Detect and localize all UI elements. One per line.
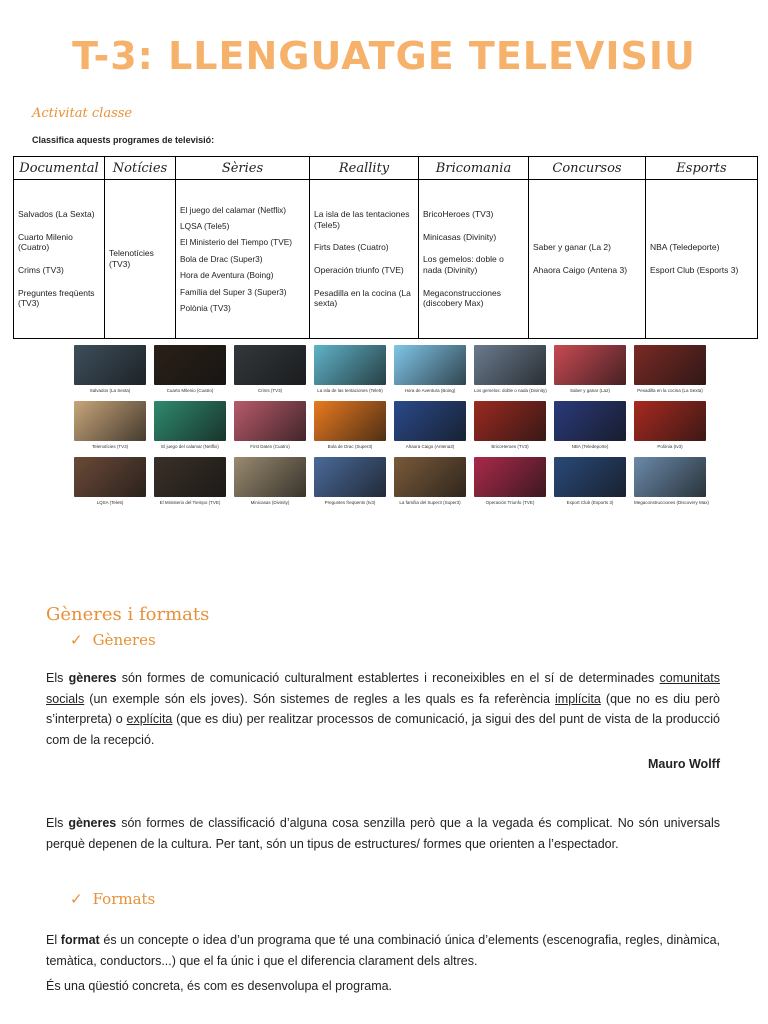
- table-header: Notícies: [105, 157, 176, 180]
- program-image: [314, 401, 386, 441]
- formats-heading-label: Formats: [92, 890, 156, 908]
- paragraph-generes-classification: [46, 813, 720, 854]
- list-item: Saber y ganar (La 2): [533, 242, 611, 253]
- table-cell: [14, 180, 105, 339]
- table-header: Reallity: [310, 157, 419, 180]
- generes-heading: [70, 631, 156, 649]
- programs-table: [13, 156, 758, 339]
- program-image: [314, 457, 386, 497]
- program-thumbnail: [634, 345, 706, 393]
- table-header: Esports: [646, 157, 758, 180]
- program-caption: Telenotícies (TV3): [91, 444, 129, 449]
- page-title: T-3: LLENGUATGE TELEVISIU: [72, 34, 696, 78]
- program-image: [74, 457, 146, 497]
- program-image: [554, 401, 626, 441]
- text: són formes de classificació d’alguna cosa senzilla però que a la vegada és complicat. No són universals perquè depenen de la cultura. Per tant, són un tipus de estructures/ formes que orienten a l’espectador.: [46, 816, 720, 851]
- program-image: [634, 457, 706, 497]
- text: (que es diu) per realitzar processos de comunicació, ja sigui des del punt de vista de la producció com de la recepció.: [46, 712, 720, 747]
- program-thumbnail: [634, 457, 710, 505]
- table-header: Documental: [14, 157, 105, 180]
- table-header: Concursos: [529, 157, 646, 180]
- table-row: [14, 180, 758, 339]
- list-item: BricoHeroes (TV3): [423, 209, 494, 220]
- program-thumbnail: [394, 457, 466, 505]
- program-thumbnail: [74, 401, 146, 449]
- program-caption: BricoHeroes (TV3): [491, 444, 529, 449]
- list-item: Família del Super 3 (Super3): [180, 286, 287, 297]
- table-header: Bricomania: [419, 157, 529, 180]
- program-thumbnail: [554, 457, 626, 505]
- underlined-term: explícita: [126, 712, 173, 726]
- program-caption: Cuarto Milenio (Cuatro): [166, 388, 214, 393]
- formats-heading: [70, 890, 155, 908]
- text: Els: [46, 816, 69, 830]
- program-caption: El Ministerio del Tiempo (TVE): [159, 500, 221, 505]
- text: són formes de comunicació culturalment establertes i reconeixibles en el sí de determinades: [116, 671, 660, 685]
- program-caption: La isla de las tentaciones (Tele5): [317, 388, 383, 393]
- program-image: [74, 345, 146, 385]
- table-cell: [105, 180, 176, 339]
- program-thumbnail: [314, 401, 386, 449]
- text: (que no es diu però s’interpreta) o: [46, 691, 720, 726]
- program-caption: Megaconstrucciones (Discovery Max): [634, 500, 710, 505]
- program-caption: LQSA (Tele5): [96, 500, 124, 505]
- program-image: [474, 457, 546, 497]
- table-header: Sèries: [176, 157, 310, 180]
- program-image: [634, 345, 706, 385]
- activity-label: Activitat classe: [32, 106, 133, 121]
- program-image: [554, 457, 626, 497]
- program-image: [314, 345, 386, 385]
- program-image: [234, 401, 306, 441]
- program-image: [234, 457, 306, 497]
- program-image: [394, 401, 466, 441]
- program-caption: Pesadilla en la cocina (La Sexta): [637, 388, 703, 393]
- program-caption: Esport Club (Esports 3): [566, 500, 614, 505]
- program-thumbnail: [394, 401, 466, 449]
- paragraph-format-definition: [46, 930, 720, 971]
- text: (un exemple són els joves). Són sistemes de regles a les quals es fa referència: [84, 691, 555, 706]
- program-thumbnail: [554, 345, 626, 393]
- list-item: Minicasas (Divinity): [423, 231, 497, 242]
- program-thumbnail: [634, 401, 706, 449]
- text: El: [46, 933, 61, 947]
- program-caption: Preguntes freqüents (tv3): [324, 500, 376, 505]
- program-caption: Ahaora Caigo (Antena3): [405, 444, 455, 449]
- instruction: Classifica aquests programes de televisió:: [32, 135, 215, 145]
- program-caption: Minicasas (Divinity): [250, 500, 290, 505]
- list-item: El Ministerio del Tiempo (TVE): [180, 237, 293, 248]
- table-cell: [176, 180, 310, 339]
- program-thumbnail: [154, 457, 226, 505]
- program-thumbnail: [314, 457, 386, 505]
- list-item: El juego del calamar (Netflix): [180, 204, 287, 215]
- list-item: Salvados (La Sexta): [18, 209, 95, 220]
- program-thumbnail: [154, 345, 226, 393]
- program-image: [154, 345, 226, 385]
- list-item: Operación triunfo (TVE): [314, 265, 404, 275]
- list-item: Cuarto Milenio (Cuatro): [18, 231, 73, 253]
- program-thumbnail: [474, 401, 546, 449]
- program-caption: Crims (TV3): [257, 388, 283, 393]
- program-image: [554, 345, 626, 385]
- program-thumbnail: [234, 345, 306, 393]
- program-image: [234, 345, 306, 385]
- quote-author: Mauro Wolff: [648, 757, 720, 771]
- program-thumbnail: [234, 457, 306, 505]
- program-thumbnail: [74, 457, 146, 505]
- program-caption: El juego del calamar (Netflix): [161, 444, 219, 449]
- checkmark-icon: ✓: [70, 631, 83, 649]
- underlined-term: comunitats socials: [46, 671, 720, 706]
- table-cell: [419, 180, 529, 339]
- list-item: Los gemelos: doble o nada (Divinity): [423, 254, 504, 275]
- program-caption: Bola de Drac (Super3): [327, 444, 373, 449]
- list-item: Megaconstrucciones (discobery Max): [423, 287, 501, 309]
- program-thumbnail: [154, 401, 226, 449]
- program-image: [474, 345, 546, 385]
- program-thumbnail: [474, 457, 546, 505]
- list-item: Esport Club (Esports 3): [650, 265, 739, 275]
- program-image: [74, 401, 146, 441]
- program-caption: Salvados (La Sexta): [89, 388, 131, 393]
- text: és un concepte o idea d’un programa que té una combinació única d’elements (escenografia, regles, dinàmica, temàtica, conductors...) que el fa únic i que el diferencia clarament dels altres.: [46, 933, 720, 968]
- emphasis: gèneres: [68, 671, 117, 685]
- paragraph-format-summary: És una qüestió concreta, és com es desenvolupa el programa.: [46, 979, 393, 993]
- list-item: Preguntes freqüents (TV3): [18, 287, 95, 309]
- table-cell: [646, 180, 758, 339]
- list-item: Hora de Aventura (Boing): [180, 270, 274, 281]
- program-caption: Polònia (tv3): [657, 444, 683, 449]
- program-thumbnail: [74, 345, 146, 393]
- program-thumbnail: [474, 345, 546, 393]
- paragraph-generes-definition: [46, 668, 720, 750]
- table-header-row: [14, 157, 758, 180]
- program-caption: La família del Super3 (Super3): [399, 500, 461, 505]
- program-caption: Operación Triunfo (TVE): [485, 500, 535, 505]
- list-item: LQSA (Tele5): [180, 221, 230, 232]
- table-cell: [310, 180, 419, 339]
- program-caption: Saber y ganar (La2): [569, 388, 611, 393]
- program-caption: First Dates (Cuatro): [250, 444, 290, 449]
- program-image-gallery: [74, 345, 714, 513]
- program-caption: Hora de Aventura (Boing): [404, 388, 456, 393]
- table-cell: [529, 180, 646, 339]
- program-image: [474, 401, 546, 441]
- list-item: Bola de Drac (Super3): [180, 253, 263, 264]
- program-image: [154, 401, 226, 441]
- program-image: [634, 401, 706, 441]
- list-item: Pesadilla en la cocina (La sexta): [314, 287, 411, 309]
- program-image: [394, 457, 466, 497]
- text: Els: [46, 671, 69, 685]
- emphasis: gèneres: [68, 816, 117, 830]
- section-heading: Gèneres i formats: [46, 604, 210, 625]
- generes-heading-label: Gèneres: [92, 631, 156, 649]
- program-thumbnail: [314, 345, 386, 393]
- list-item: Firts Dates (Cuatro): [314, 242, 389, 253]
- list-item: La isla de las tentaciones (Tele5): [314, 209, 410, 230]
- list-item: Crims (TV3): [18, 265, 64, 275]
- list-item: Telenotícies (TV3): [109, 248, 154, 269]
- program-thumbnail: [554, 401, 626, 449]
- emphasis: format: [60, 933, 100, 947]
- list-item: Polònia (TV3): [180, 302, 231, 313]
- checkmark-icon: ✓: [70, 890, 83, 908]
- underlined-term: implícita: [555, 691, 601, 706]
- program-caption: Los gemelos: doble o nada (Divinity): [474, 388, 547, 393]
- program-image: [394, 345, 466, 385]
- program-caption: NBA (Teledeporte): [571, 444, 609, 449]
- program-thumbnail: [234, 401, 306, 449]
- program-image: [154, 457, 226, 497]
- program-thumbnail: [394, 345, 466, 393]
- list-item: Ahaora Caigo (Antena 3): [533, 265, 628, 275]
- list-item: NBA (Teledeporte): [650, 242, 720, 253]
